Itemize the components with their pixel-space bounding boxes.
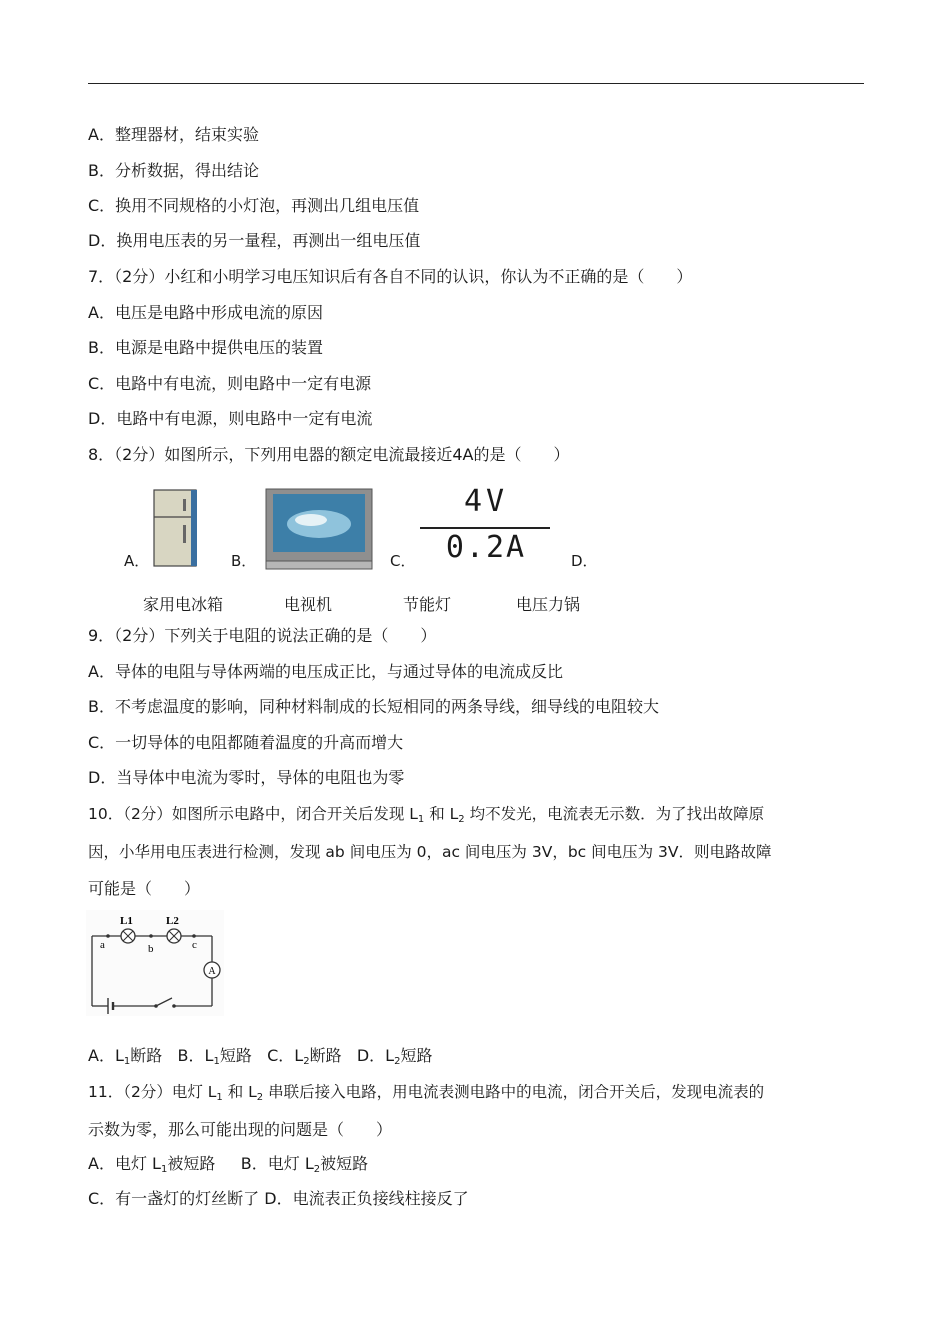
q9-stem: 9．（2分）下列关于电阻的说法正确的是（ ） <box>88 626 437 645</box>
q9-option-a: A．导体的电阻与导体两端的电压成正比，与通过导体的电流成反比 <box>88 662 563 681</box>
q11-stem-line2: 示数为零，那么可能出现的问题是（ ） <box>88 1120 393 1139</box>
q10-options <box>88 1045 432 1067</box>
caption-lamp: 节能灯 <box>403 595 452 614</box>
q10-option-c: C．$L_2$断路 <box>267 1046 342 1067</box>
q11-option-b: B．电灯 $L_2$被短路 <box>240 1154 369 1175</box>
q9-option-b: B．不考虑温度的影响，同种材料制成的长短相同的两条导线，细导线的电阻较大 <box>88 697 659 716</box>
q6-option-b: B．分析数据，得出结论 <box>88 161 259 180</box>
q11-option-d: D．电流表正负接线柱接反了 <box>264 1189 469 1208</box>
q10-stem-line2: 因，小华用电压表进行检测，发现 ab 间电压为 0，ac 间电压为 3V，bc 间电压为 3V．则电路故障 <box>88 843 772 861</box>
lamp-fraction-bar <box>420 527 550 529</box>
lamp-current: 0.2A <box>445 530 527 565</box>
lamp-rating-label <box>420 484 552 565</box>
lamp-voltage: 4V <box>463 484 509 519</box>
q10-option-a: A．$L_1$断路 <box>88 1046 163 1067</box>
lamp-l2-label: L2 <box>166 915 179 927</box>
caption-cooker: 电压力锅 <box>516 595 581 614</box>
node-b-label: b <box>148 943 154 955</box>
node-c-label: c <box>192 939 197 951</box>
q11-options-cd <box>88 1188 469 1210</box>
q7-option-a: A．电压是电路中形成电流的原因 <box>88 303 323 322</box>
q11-stem-line1: 11．（2分）电灯 $L_1$ 和 $L_2$ 串联后接入电路，用电流表测电路中的电流，闭合开关后，发现电流表的 <box>88 1083 765 1103</box>
header-rule <box>88 83 864 84</box>
q10-option-d: D．$L_2$短路 <box>356 1046 433 1067</box>
q7-option-c: C．电路中有电流，则电路中一定有电源 <box>88 374 372 393</box>
caption-tv: 电视机 <box>284 595 333 614</box>
node-a-label: a <box>100 939 105 951</box>
q7-option-d: D．电路中有电源，则电路中一定有电流 <box>88 409 373 428</box>
q9-option-d: D．当导体中电流为零时，导体的电阻也为零 <box>88 768 405 787</box>
q8-label-b: B． <box>231 552 257 570</box>
q7-stem: 7．（2分）小红和小明学习电压知识后有各自不同的认识，你认为不正确的是（ ） <box>88 267 693 286</box>
q8-label-d: D． <box>571 552 598 570</box>
lamp-l1-label: L1 <box>120 915 133 927</box>
q10-option-b: B．$L_1$短路 <box>177 1046 252 1067</box>
ammeter-label: A <box>208 966 216 977</box>
q8-stem: 8．（2分）如图所示，下列用电器的额定电流最接近4A的是（ ） <box>88 445 570 464</box>
circuit-diagram <box>86 910 224 1016</box>
q10-stem-line1: 10．（2分）如图所示电路中，闭合开关后发现 $L_1$ 和 $L_2$ 均不发光，电流表无示数．为了找出故障原 <box>88 805 765 825</box>
q7-option-b: B．电源是电路中提供电压的装置 <box>88 338 323 357</box>
q9-option-c: C．一切导体的电阻都随着温度的升高而增大 <box>88 733 404 752</box>
caption-fridge: 家用电冰箱 <box>143 595 224 614</box>
q6-option-c: C．换用不同规格的小灯泡，再测出几组电压值 <box>88 196 420 215</box>
q8-label-c: C． <box>390 552 416 570</box>
q8-label-a: A． <box>124 552 150 570</box>
fridge-image <box>153 489 199 569</box>
q6-option-d: D．换用电压表的另一量程，再测出一组电压值 <box>88 231 421 250</box>
tv-image <box>265 488 375 570</box>
q11-options-ab <box>88 1153 368 1175</box>
q11-option-c: C．有一盏灯的灯丝断了 <box>88 1189 260 1208</box>
q11-option-a: A．电灯 $L_1$被短路 <box>88 1154 216 1175</box>
q10-stem-line3: 可能是（ ） <box>88 879 201 898</box>
q6-option-a: A．整理器材，结束实验 <box>88 125 259 144</box>
